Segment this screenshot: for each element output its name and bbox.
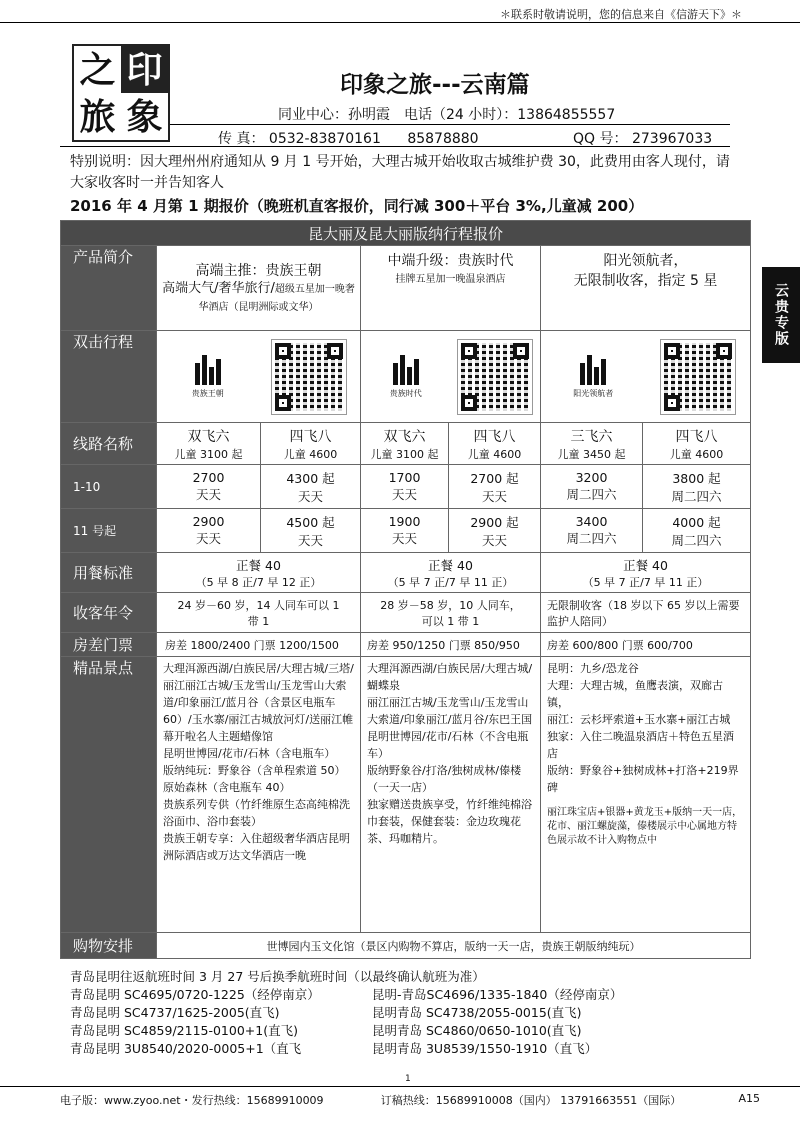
divider — [170, 124, 730, 125]
qr-cell-3[interactable] — [541, 331, 751, 423]
logo-char-2: 印 — [121, 46, 168, 93]
price-cell: 3400 周二四六 — [541, 509, 643, 553]
row-label-meal: 用餐标准 — [61, 553, 157, 593]
meal-cell: 正餐 40 （5 早 7 正/7 早 11 正） — [541, 553, 751, 593]
price-cell: 1900 天天 — [361, 509, 449, 553]
price-cell: 4000 起 周二四六 — [643, 509, 751, 553]
meal-cell: 正餐 40 （5 早 7 正/7 早 11 正） — [361, 553, 541, 593]
contact-phone: 同业中心：孙明霞 电话（24 小时）：13864855557 — [278, 107, 616, 123]
top-divider — [0, 22, 800, 23]
flight-row: 青岛昆明 3U8540/2020-0005+1（直飞 昆明青岛 3U8539/1550-1910（直飞） — [70, 1041, 598, 1056]
age-cell: 28 岁－58 岁，10 人同车，可以 1 带 1 — [361, 593, 541, 633]
qr-code[interactable] — [272, 340, 346, 414]
route-cell: 四飞八 儿童 4600 — [643, 423, 751, 465]
table-header: 昆大丽及昆大丽版纳行程报价 — [61, 221, 751, 246]
contact-fax-qq — [218, 128, 712, 148]
product-intro-3 — [541, 246, 751, 331]
price-cell: 3800 起 周二四六 — [643, 465, 751, 509]
price-period: 2016 年 4 月第 1 期报价（晚班机直客报价，同行减 300＋平台 3%,儿童减 200） — [70, 197, 644, 215]
product-sub: 无限制收客，指定 5 星 — [573, 273, 718, 289]
itinerary-price-table — [60, 220, 751, 959]
page-number-small: 1 — [405, 1074, 411, 1084]
spots-cell-2: 大理洱源西湖/白族民居/大理古城/蝴蝶泉 丽江丽江古城/玉龙雪山/玉龙雪山大索道/印象丽江/蓝月谷/东巴王国 昆明世博园/花市/石林（不含电瓶车） 版纳野象谷/打洛/独树成林/傣楼（一天一店） 独家赠送贵族享受，竹纤维纯棉浴巾套装，保健套装：金边玫瑰花茶、玛咖精片。 — [361, 657, 541, 933]
price-cell: 2900 起 天天 — [449, 509, 541, 553]
room-cell: 房差 950/1250 门票 850/950 — [361, 633, 541, 657]
row-label-spots: 精品景点 — [61, 657, 157, 933]
age-cell: 24 岁－60 岁，14 人同车可以 1 带 1 — [157, 593, 361, 633]
qr-cell-2[interactable] — [361, 331, 541, 423]
shopping-cell: 世博园内玉文化馆（景区内购物不算店，版纳一天一店，贵族王朝版纳纯玩） — [157, 933, 751, 959]
row-label-period2: 11 号起 — [61, 509, 157, 553]
qr-code[interactable] — [661, 340, 735, 414]
product-logo: 贵族时代 — [369, 346, 443, 408]
route-cell: 四飞八 儿童 4600 — [261, 423, 361, 465]
footer — [60, 1092, 760, 1108]
row-label-route: 线路名称 — [61, 423, 157, 465]
row-label-age: 收客年令 — [61, 593, 157, 633]
row-label-intro: 产品简介 — [61, 246, 157, 331]
row-label-shop: 购物安排 — [61, 933, 157, 959]
spots-cell-3: 昆明：九乡/恐龙谷 大理：大理古城，鱼鹰表演，双廊古镇， 丽江：云杉坪索道+玉水寨+丽江古城 独家：入住二晚温泉酒店＋特色五星酒店 版纳：野象谷+独树成林+打洛+219界碑 丽江珠宝店+银器+黄龙玉+版纳一天一店，花市、丽江螺旋藻，傣楼展示中心属地方特色展示故不计入购物点中 — [541, 657, 751, 933]
room-cell: 房差 600/800 门票 600/700 — [541, 633, 751, 657]
route-cell: 双飞六 儿童 3100 起 — [157, 423, 261, 465]
brand-logo — [72, 44, 170, 142]
product-logo: 阳光领航者 — [556, 346, 630, 408]
price-cell: 2700 天天 — [157, 465, 261, 509]
special-notice: 特别说明：因大理州州府通知从 9 月 1 号开始，大理古城开始收取古城维护费 30，此费用由客人现付，请大家收客时一并告知客人 — [70, 154, 730, 191]
age-cell: 无限制收客（18 岁以下 65 岁以上需要监护人陪同） — [541, 593, 751, 633]
page-number: A15 — [738, 1092, 760, 1105]
product-name: 高端主推：贵族王朝 — [195, 263, 322, 279]
product-name: 中端升级：贵族时代 — [387, 253, 514, 269]
route-cell: 三飞六 儿童 3450 起 — [541, 423, 643, 465]
row-label-qr: 双击行程 — [61, 331, 157, 423]
product-logo: 贵族王朝 — [171, 346, 245, 408]
product-intro-1 — [157, 246, 361, 331]
price-cell: 2900 天天 — [157, 509, 261, 553]
price-cell: 2700 起 天天 — [449, 465, 541, 509]
price-cell: 3200 周二四六 — [541, 465, 643, 509]
footer-website: 电子版：www.zyoo.net・发行热线：15689910009 — [60, 1094, 324, 1107]
room-cell: 房差 1800/2400 门票 1200/1500 — [157, 633, 361, 657]
route-cell: 双飞六 儿童 3100 起 — [361, 423, 449, 465]
divider — [60, 146, 730, 147]
product-name: 阳光领航者， — [603, 253, 688, 269]
row-label-period1: 1-10 — [61, 465, 157, 509]
qq-number: 273967033 — [631, 131, 713, 147]
price-cell: 4300 起 天天 — [261, 465, 361, 509]
product-hotel: 超级五星加一晚奢华酒店（昆明洲际或文华） — [198, 284, 355, 313]
fax-1: 0532-83870161 — [268, 131, 381, 147]
logo-char-4: 象 — [126, 95, 163, 138]
fax-2: 85878880 — [407, 131, 479, 147]
qr-cell-1[interactable] — [157, 331, 361, 423]
price-cell: 1700 天天 — [361, 465, 449, 509]
row-label-room: 房差门票 — [61, 633, 157, 657]
product-intro-2 — [361, 246, 541, 331]
source-note: ＊联系时敬请说明，您的信息来自《信游天下》＊ — [500, 8, 742, 21]
footer-hotline: 订稿热线：15689910008（国内） 13791663551（国际） — [380, 1094, 682, 1107]
flight-row: 青岛昆明 SC4695/0720-1225（经停南京） 昆明-青岛SC4696/1335-1840（经停南京） — [70, 987, 623, 1002]
logo-char-1: 之 — [79, 48, 116, 91]
qq-label: QQ 号： — [573, 131, 628, 147]
page-title: 印象之旅---云南篇 — [340, 72, 530, 98]
product-sub: 高端大气/奢华旅行/ — [162, 281, 275, 296]
meal-cell: 正餐 40 （5 早 8 正/7 早 12 正） — [157, 553, 361, 593]
flight-row: 青岛昆明 SC4859/2115-0100+1(直飞) 昆明青岛 SC4860/0650-1010(直飞) — [70, 1023, 582, 1038]
product-hotel: 挂牌五星加一晚温泉酒店 — [395, 274, 506, 285]
fax-label: 传 真： — [218, 131, 265, 147]
section-tab: 云贵专版 — [762, 267, 800, 363]
flight-note: 青岛昆明往返航班时间 3 月 27 号后换季航班时间（以最终确认航班为准） — [70, 969, 485, 984]
logo-char-3: 旅 — [79, 95, 116, 138]
price-cell: 4500 起 天天 — [261, 509, 361, 553]
route-cell: 四飞八 儿童 4600 — [449, 423, 541, 465]
qr-code[interactable] — [458, 340, 532, 414]
spots-cell-1: 大理洱源西湖/白族民居/大理古城/三塔/ 丽江丽江古城/玉龙雪山/玉龙雪山大索道/印象丽江/蓝月谷（含景区电瓶车 60）/玉水寨/丽江古城放河灯/送丽江帷幕开啦名人主题蜡像馆 昆明世博园/花市/石林（含电瓶车） 版纳纯玩：野象谷（含单程索道 50）原始森林（含电瓶车 40） 贵族系列专供（竹纤维原生态高纯棉洗浴面巾、浴巾套装） 贵族王朝专享：入住超级奢华酒店昆明洲际酒店或万达文华酒店一晚 — [157, 657, 361, 933]
flight-row: 青岛昆明 SC4737/1625-2005(直飞) 昆明青岛 SC4738/2055-0015(直飞) — [70, 1005, 582, 1020]
footer-divider — [0, 1086, 800, 1087]
flight-schedule — [70, 968, 750, 1058]
